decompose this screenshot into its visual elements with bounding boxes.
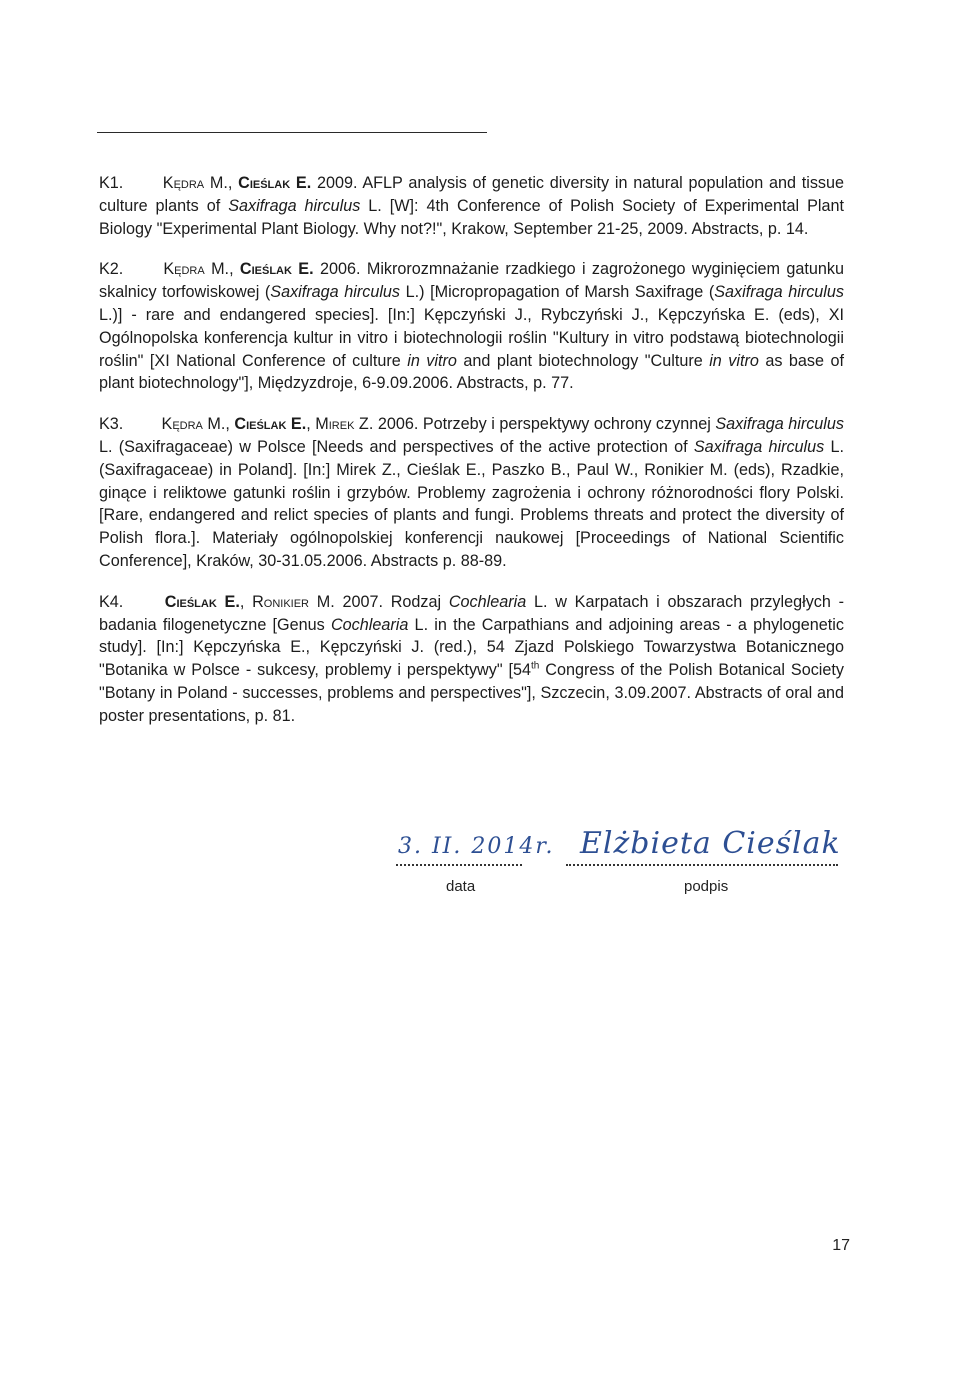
author-separator: , [239, 592, 253, 611]
citation-text: L.) [Micropropagation of Marsh Saxifrage ( [400, 283, 715, 302]
entry-label: K4. [99, 592, 124, 611]
author-surname: Cieślak [239, 260, 292, 279]
author-surname: Cieślak [164, 592, 217, 611]
citation-text: as base of plant biotechnology"], Międzyzdroje, 6-9.09.2006. Abstracts, p. 77. [99, 351, 844, 393]
italic-term: in vitro [407, 351, 457, 370]
author-surname: Kędra [163, 260, 205, 279]
entry-label: K1. [99, 174, 124, 192]
publication-entry-k4 [99, 591, 844, 728]
author-separator: , [225, 415, 235, 434]
page-number: 17 [832, 1237, 850, 1254]
author-surname: Cieślak [234, 415, 287, 434]
author-surname: Mirek [315, 415, 355, 434]
author-separator: , [227, 174, 239, 192]
publication-entry-k2 [99, 258, 844, 395]
species-name: Saxifraga hirculus [714, 283, 844, 302]
top-divider-line [97, 132, 487, 133]
genus-name: Cochlearia [448, 592, 527, 611]
signature-caption: podpis [684, 878, 729, 895]
species-name: Saxifraga hirculus [270, 283, 401, 302]
author-surname: Kędra [162, 174, 205, 192]
entry-label: K2. [99, 260, 124, 279]
citation-text: and plant biotechnology "Culture [456, 351, 710, 370]
species-name: Saxifraga hirculus [693, 437, 825, 456]
citation-text: L. [W]: 4th Conference of Polish Society of Experimental Plant Biology "Experimental Plant Biology. Why not?!", Krakow, September 21-25, 2009. Abstracts, p. 14. [99, 196, 844, 238]
entry-label: K3. [99, 415, 124, 434]
citation-text: Congress of the Polish Botanical Society "Botany in Poland - successes, problems and perspectives"], Szczecin, 3.09.2007. Abstracts of oral and poster presentations, p. 81. [99, 661, 844, 725]
citation-text: L. w Karpatach i obszarach przyległych - badania filogenetyczne [Genus [99, 592, 845, 634]
author-separator: , [229, 260, 240, 279]
author-surname: Kędra [161, 415, 203, 434]
author-initial: E. [286, 415, 307, 434]
author-surname: Ronikier [252, 592, 309, 611]
citation-text: L. (Saxifragaceae) w Polsce [Needs and perspectives of the active protection of [99, 437, 694, 456]
signature-block [0, 820, 960, 910]
citation-text: 2007. Rodzaj [342, 592, 449, 611]
citation-text: 2006. Mikrorozmnażanie rzadkiego i zagrożonego wyginięciem gatunku skalnicy torfowiskowej ( [99, 260, 845, 302]
publication-entry-k1 [99, 172, 844, 240]
author-initial: M. [309, 592, 335, 611]
italic-term: in vitro [709, 351, 759, 370]
citation-text: L. in the Carpathians and adjoining areas - a phylogenetic study]. [In:] Kępczyńska E., Kępczyński J. (red.), 54 Zjazd Polskiego Towarzystwa Botanicznego "Botanika w Polsce - sukcesy, problemy i perspektywy" [54 [99, 615, 844, 680]
publication-list [99, 172, 844, 746]
publication-entry-k3 [99, 413, 844, 573]
citation-text: 2006. Potrzeby i perspektywy ochrony czynnej [377, 415, 716, 434]
handwritten-signature: Elżbieta Cieślak [580, 826, 841, 861]
citation-text: L.)] - rare and endangered species]. [In:] Kępczyński J., Rybczyński J., Kępczyńska E. (eds), XI Ogólnopolska konferencja kultur in vitro i biotechnologii roślin "Kultury in vitro podstawą biotechnologii roślin" [XI National Conference of culture [99, 305, 844, 370]
species-name: Saxifraga hirculus [715, 415, 845, 434]
genus-name: Cochlearia [330, 615, 409, 634]
date-dotted-line [396, 864, 522, 866]
species-name: Saxifraga hirculus [228, 196, 361, 215]
handwritten-date: 3. II. 2014r. [398, 834, 555, 859]
author-initial: M. [202, 415, 226, 434]
date-caption: data [446, 878, 476, 895]
author-initial: Z. [354, 415, 374, 434]
author-initial: M. [204, 260, 230, 279]
author-surname: Cieślak [238, 174, 291, 192]
author-separator: , [306, 415, 316, 434]
citation-text: L. (Saxifragaceae) in Poland]. [In:] Mirek Z., Cieślak E., Paszko B., Paul W., Ronikier M. (eds), Rzadkie, ginące i reliktowe gatunki roślin i grzybów. Problemy zagrożenia i ochrony różnorodności flory Polski. [Rare, endangered and relict species of plants and fungi. Problems threats and protect the diversity of Polish flora.]. Materiały ogólnopolskiej konferencji naukowej [Proceedings of National Scientific Conference], Kraków, 30-31.05.2006. Abstracts p. 88-89. [99, 437, 844, 570]
author-initial: E. [291, 260, 314, 279]
author-initial: M. [204, 174, 228, 192]
author-initial: E. [216, 592, 240, 611]
ordinal-superscript: th [531, 660, 540, 672]
signature-dotted-line [566, 864, 838, 866]
author-initial: E. [290, 174, 312, 192]
citation-text: 2009. AFLP analysis of genetic diversity in natural population and tissue culture plants of [99, 174, 845, 215]
